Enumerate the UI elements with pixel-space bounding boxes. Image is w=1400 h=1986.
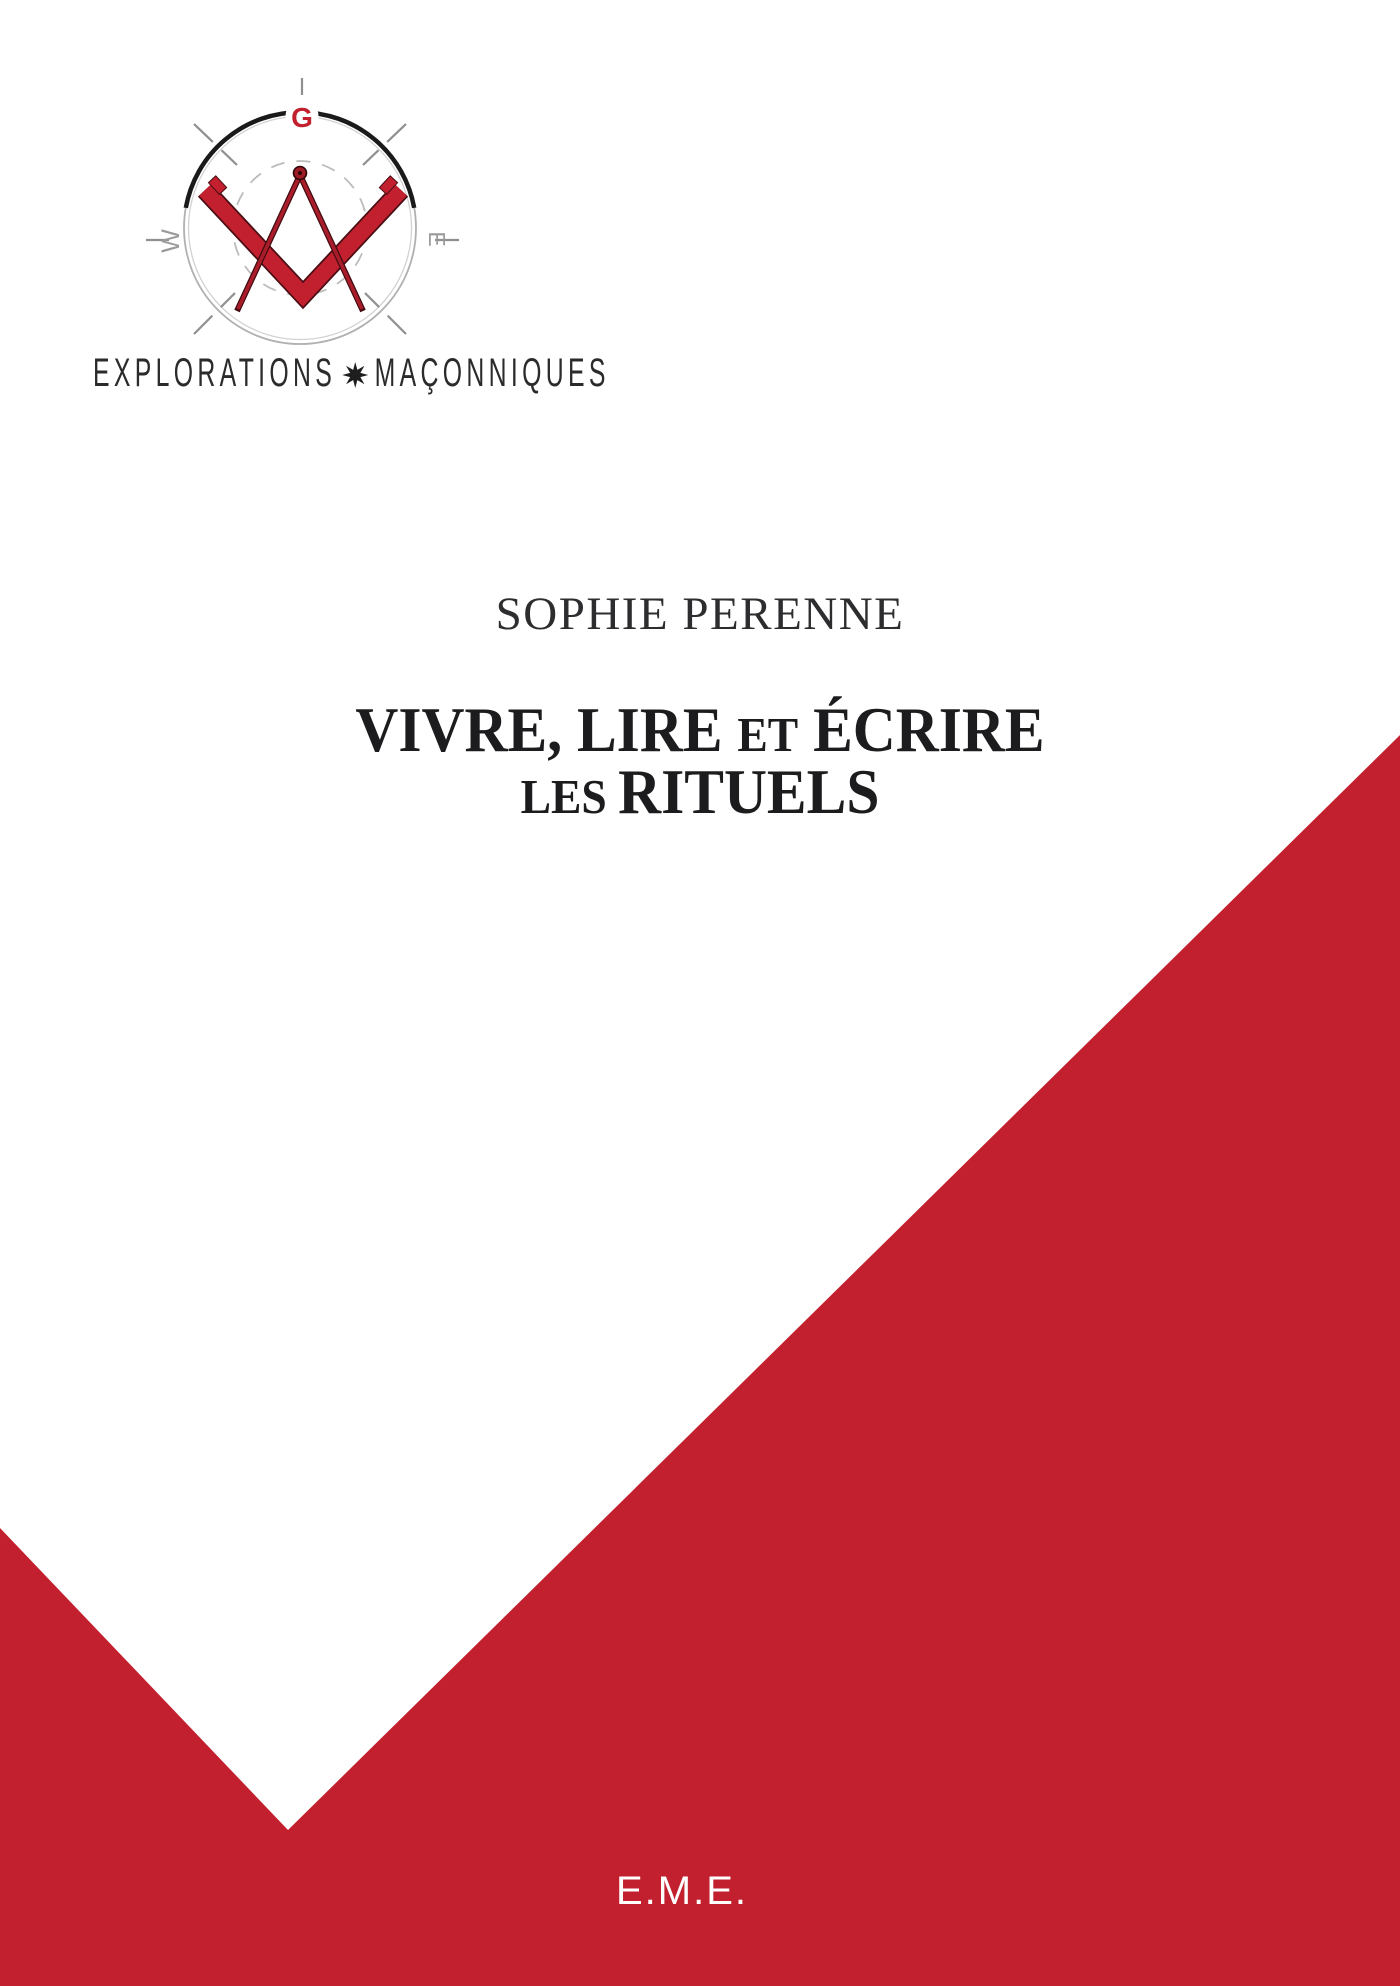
red-checkmark-polygon xyxy=(0,735,1400,1986)
eight-pointed-star-icon xyxy=(342,362,368,388)
logo-letter-e: E xyxy=(424,231,450,247)
title-segment: VIVRE, LIRE xyxy=(355,694,738,765)
publisher-name: E.M.E. xyxy=(616,1869,749,1913)
masonic-square-icon xyxy=(205,176,401,295)
title-segment-smallcaps: ET xyxy=(737,707,799,762)
square-and-compasses-logo xyxy=(115,48,495,360)
northwest-tick xyxy=(194,124,237,165)
title-segment: RITUELS xyxy=(618,756,880,827)
series-word-maconniques: MAÇONNIQUES xyxy=(374,351,610,395)
northeast-tick xyxy=(363,124,406,165)
title-segment: ÉCRIRE xyxy=(798,694,1045,765)
logo-letter-g: G xyxy=(291,102,313,133)
author-name: SOPHIE PERENNE xyxy=(495,588,905,640)
series-word-explorations: EXPLORATIONS xyxy=(93,351,337,395)
book-title xyxy=(49,694,1351,827)
series-name xyxy=(93,352,610,394)
title-segment-smallcaps: LES xyxy=(520,769,619,824)
logo-letter-w: W xyxy=(157,229,185,253)
